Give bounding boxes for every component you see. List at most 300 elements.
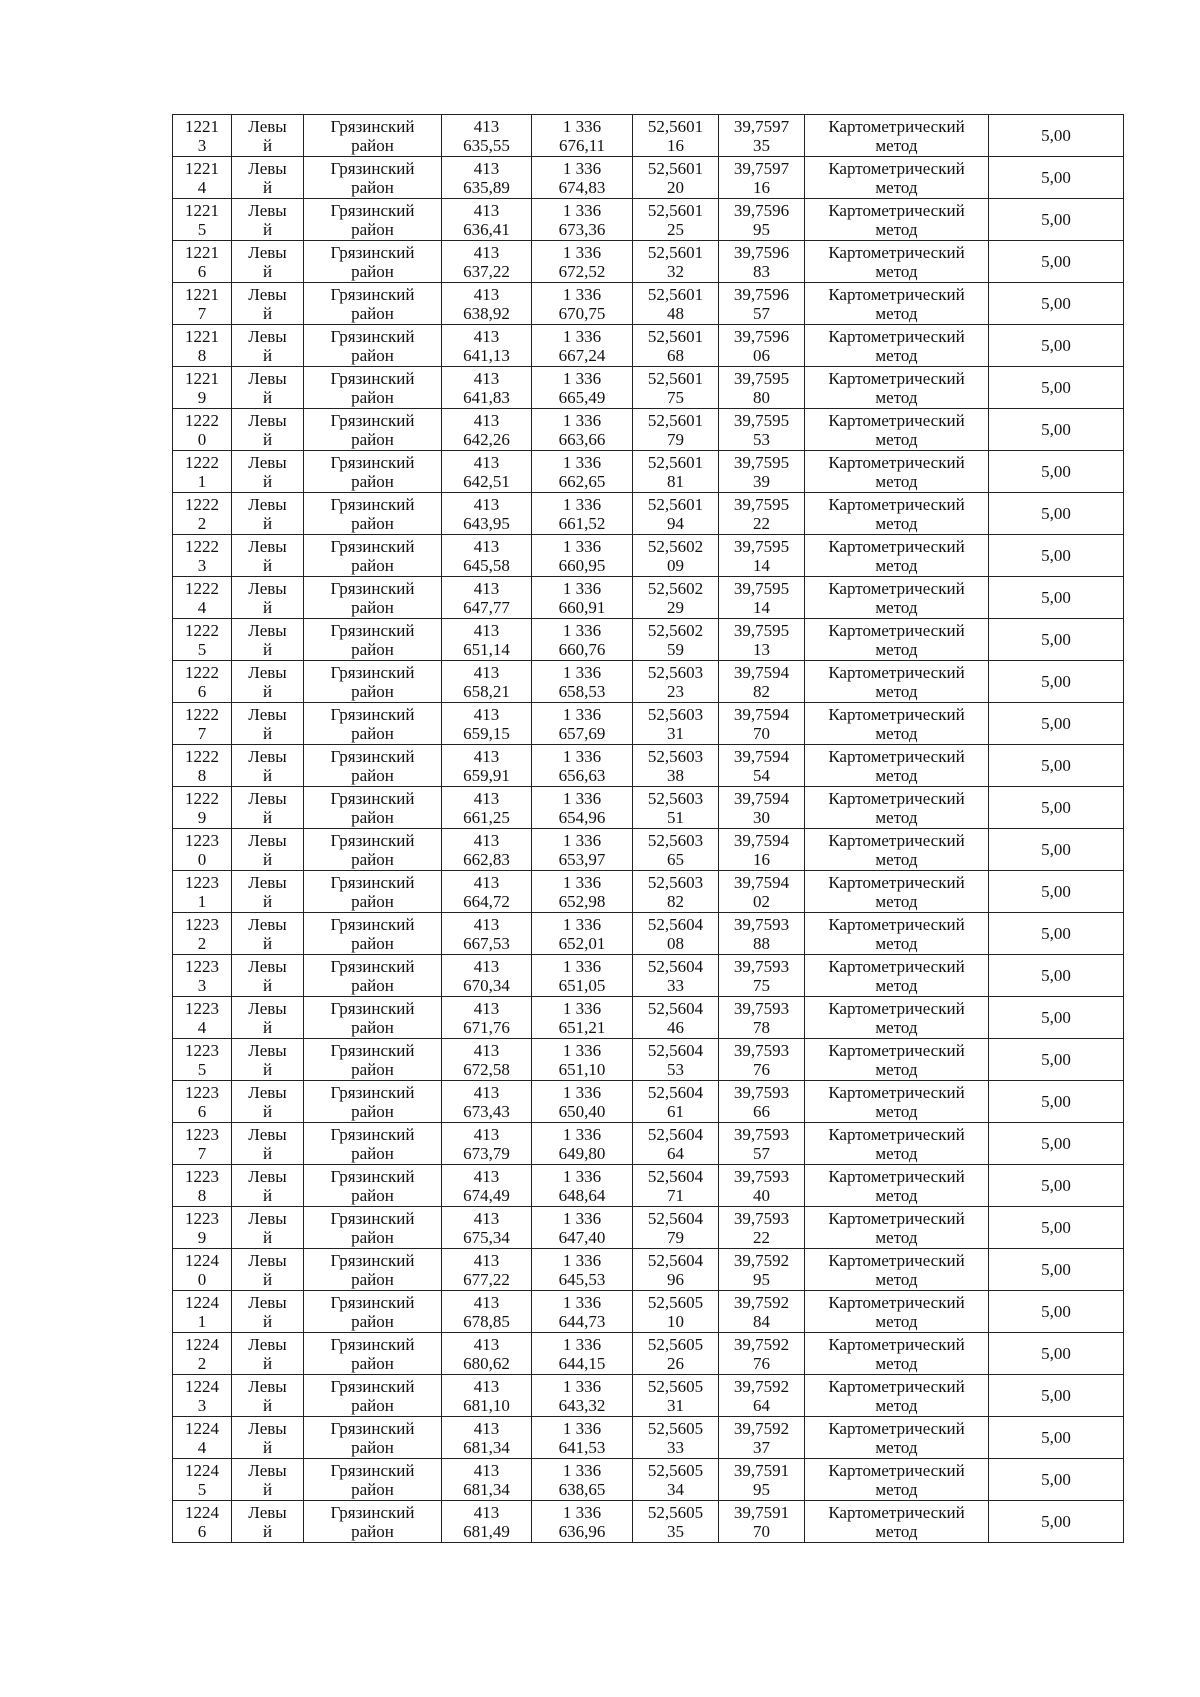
method-cell-line-2: метод <box>875 933 918 953</box>
method-cell-line-2: метод <box>875 1185 918 1205</box>
coordinates-table <box>172 114 1124 1543</box>
longitude-cell-line-2: 70 <box>753 723 770 743</box>
longitude-cell-line-1: 39,7596 <box>733 326 790 346</box>
district-cell-line-2: район <box>351 1017 394 1037</box>
longitude-cell-line-2: 13 <box>753 639 770 659</box>
latitude-cell-line-2: 16 <box>667 135 684 155</box>
side-cell-line-2: й <box>262 1101 273 1121</box>
latitude-cell-line-2: 31 <box>667 1395 684 1415</box>
point-number-cell-line-2: 4 <box>197 597 207 617</box>
side-cell <box>232 451 304 493</box>
latitude-cell <box>633 1417 719 1459</box>
x-coordinate-cell-line-1: 413 <box>473 620 500 640</box>
x-coordinate-cell-line-1: 413 <box>473 1208 500 1228</box>
table-row <box>173 199 1124 241</box>
district-cell-line-2: район <box>351 1437 394 1457</box>
table-row <box>173 535 1124 577</box>
x-coordinate-cell-line-2: 641,83 <box>463 387 510 407</box>
longitude-cell <box>719 871 805 913</box>
district-cell <box>304 619 442 661</box>
side-cell-line-1: Левы <box>248 1376 287 1396</box>
longitude-cell-line-2: 75 <box>753 975 770 995</box>
longitude-cell-line-1: 39,7595 <box>733 578 790 598</box>
side-cell-line-1: Левы <box>248 914 287 934</box>
district-cell-line-1: Грязинский <box>330 872 415 892</box>
longitude-cell-line-2: 02 <box>753 891 770 911</box>
side-cell <box>232 241 304 283</box>
longitude-cell-line-1: 39,7594 <box>733 872 790 892</box>
table-row <box>173 367 1124 409</box>
x-coordinate-cell <box>442 157 532 199</box>
x-coordinate-cell-line-1: 413 <box>473 452 500 472</box>
table-row <box>173 1459 1124 1501</box>
method-cell <box>805 1291 989 1333</box>
latitude-cell <box>633 1375 719 1417</box>
method-cell <box>805 997 989 1039</box>
latitude-cell <box>633 955 719 997</box>
x-coordinate-cell-line-2: 664,72 <box>463 891 510 911</box>
longitude-cell <box>719 409 805 451</box>
x-coordinate-cell <box>442 493 532 535</box>
side-cell-line-1: Левы <box>248 704 287 724</box>
method-cell-line-1: Картометрический <box>828 998 965 1018</box>
district-cell-line-2: район <box>351 135 394 155</box>
longitude-cell <box>719 157 805 199</box>
point-number-cell-line-1: 1223 <box>185 1082 219 1102</box>
y-coordinate-cell-line-1: 1 336 <box>562 620 602 640</box>
side-cell-line-2: й <box>262 723 273 743</box>
x-coordinate-cell-line-1: 413 <box>473 872 500 892</box>
district-cell-line-1: Грязинский <box>330 242 415 262</box>
method-cell <box>805 199 989 241</box>
side-cell-line-2: й <box>262 1017 273 1037</box>
latitude-cell <box>633 1165 719 1207</box>
method-cell-line-1: Картометрический <box>828 1040 965 1060</box>
method-cell-line-2: метод <box>875 555 918 575</box>
accuracy-cell: 5,00 <box>989 577 1124 619</box>
longitude-cell-line-2: 30 <box>753 807 770 827</box>
side-cell <box>232 955 304 997</box>
method-cell-line-1: Картометрический <box>828 1502 965 1522</box>
y-coordinate-cell-line-2: 636,96 <box>558 1521 606 1541</box>
side-cell-line-2: й <box>262 1395 273 1415</box>
x-coordinate-cell-line-1: 413 <box>473 830 500 850</box>
longitude-cell-line-2: 82 <box>753 681 770 701</box>
point-number-cell-line-2: 8 <box>197 1185 207 1205</box>
latitude-cell-line-1: 52,5601 <box>647 326 704 346</box>
table-row <box>173 409 1124 451</box>
district-cell <box>304 115 442 157</box>
longitude-cell-line-1: 39,7591 <box>733 1502 790 1522</box>
latitude-cell-line-1: 52,5603 <box>647 704 704 724</box>
side-cell-line-1: Левы <box>248 494 287 514</box>
y-coordinate-cell-line-2: 665,49 <box>558 387 606 407</box>
longitude-cell-line-1: 39,7597 <box>733 116 790 136</box>
longitude-cell-line-1: 39,7594 <box>733 704 790 724</box>
x-coordinate-cell-line-1: 413 <box>473 158 500 178</box>
y-coordinate-cell <box>532 1039 633 1081</box>
y-coordinate-cell-line-2: 651,05 <box>558 975 606 995</box>
longitude-cell <box>719 661 805 703</box>
district-cell-line-1: Грязинский <box>330 1376 415 1396</box>
latitude-cell-line-1: 52,5601 <box>647 494 704 514</box>
accuracy-cell: 5,00 <box>989 1501 1124 1543</box>
accuracy-cell: 5,00 <box>989 325 1124 367</box>
point-number-cell-line-1: 1221 <box>185 368 219 388</box>
accuracy-cell: 5,00 <box>989 703 1124 745</box>
latitude-cell-line-2: 53 <box>667 1059 684 1079</box>
side-cell <box>232 871 304 913</box>
latitude-cell <box>633 241 719 283</box>
side-cell-line-1: Левы <box>248 662 287 682</box>
side-cell <box>232 1081 304 1123</box>
y-coordinate-cell <box>532 1459 633 1501</box>
x-coordinate-cell-line-1: 413 <box>473 1292 500 1312</box>
district-cell-line-1: Грязинский <box>330 1208 415 1228</box>
table-row <box>173 913 1124 955</box>
latitude-cell <box>633 703 719 745</box>
x-coordinate-cell-line-1: 413 <box>473 116 500 136</box>
latitude-cell-line-1: 52,5605 <box>647 1376 704 1396</box>
method-cell <box>805 451 989 493</box>
x-coordinate-cell-line-2: 635,89 <box>463 177 510 197</box>
table-row <box>173 745 1124 787</box>
district-cell-line-1: Грязинский <box>330 1418 415 1438</box>
y-coordinate-cell-line-1: 1 336 <box>562 1334 602 1354</box>
side-cell-line-2: й <box>262 1059 273 1079</box>
side-cell-line-2: й <box>262 303 273 323</box>
side-cell-line-1: Левы <box>248 872 287 892</box>
side-cell-line-1: Левы <box>248 620 287 640</box>
method-cell-line-2: метод <box>875 1227 918 1247</box>
method-cell-line-2: метод <box>875 429 918 449</box>
district-cell-line-1: Грязинский <box>330 788 415 808</box>
method-cell-line-1: Картометрический <box>828 872 965 892</box>
district-cell-line-1: Грязинский <box>330 200 415 220</box>
x-coordinate-cell <box>442 1165 532 1207</box>
district-cell-line-2: район <box>351 471 394 491</box>
district-cell <box>304 829 442 871</box>
latitude-cell <box>633 787 719 829</box>
side-cell <box>232 325 304 367</box>
accuracy-cell: 5,00 <box>989 283 1124 325</box>
method-cell-line-2: метод <box>875 807 918 827</box>
longitude-cell <box>719 1207 805 1249</box>
y-coordinate-cell-line-2: 645,53 <box>558 1269 606 1289</box>
district-cell-line-2: район <box>351 1521 394 1541</box>
longitude-cell <box>719 1459 805 1501</box>
side-cell <box>232 283 304 325</box>
method-cell-line-2: метод <box>875 1311 918 1331</box>
x-coordinate-cell-line-2: 647,77 <box>463 597 510 617</box>
district-cell-line-2: район <box>351 555 394 575</box>
y-coordinate-cell-line-1: 1 336 <box>562 830 602 850</box>
x-coordinate-cell <box>442 451 532 493</box>
longitude-cell <box>719 115 805 157</box>
side-cell-line-2: й <box>262 1437 273 1457</box>
side-cell <box>232 1375 304 1417</box>
x-coordinate-cell-line-1: 413 <box>473 1334 500 1354</box>
latitude-cell-line-1: 52,5604 <box>647 1082 704 1102</box>
y-coordinate-cell-line-2: 643,32 <box>558 1395 606 1415</box>
district-cell-line-2: район <box>351 765 394 785</box>
point-number-cell-line-2: 8 <box>197 765 207 785</box>
side-cell-line-2: й <box>262 471 273 491</box>
y-coordinate-cell-line-2: 647,40 <box>558 1227 606 1247</box>
method-cell-line-2: метод <box>875 1143 918 1163</box>
table-row <box>173 1417 1124 1459</box>
district-cell-line-2: район <box>351 1185 394 1205</box>
x-coordinate-cell-line-2: 673,79 <box>463 1143 510 1163</box>
longitude-cell-line-2: 95 <box>753 1269 770 1289</box>
district-cell-line-2: район <box>351 177 394 197</box>
longitude-cell-line-1: 39,7593 <box>733 1208 790 1228</box>
latitude-cell-line-2: 29 <box>667 597 684 617</box>
side-cell-line-2: й <box>262 1521 273 1541</box>
point-number-cell <box>173 619 232 661</box>
side-cell <box>232 703 304 745</box>
x-coordinate-cell <box>442 1249 532 1291</box>
point-number-cell <box>173 451 232 493</box>
x-coordinate-cell <box>442 997 532 1039</box>
latitude-cell-line-1: 52,5605 <box>647 1502 704 1522</box>
point-number-cell-line-1: 1221 <box>185 116 219 136</box>
district-cell-line-2: район <box>351 261 394 281</box>
district-cell-line-1: Грязинский <box>330 1292 415 1312</box>
y-coordinate-cell <box>532 829 633 871</box>
y-coordinate-cell-line-1: 1 336 <box>562 998 602 1018</box>
x-coordinate-cell-line-2: 667,53 <box>463 933 510 953</box>
y-coordinate-cell-line-2: 672,52 <box>558 261 606 281</box>
point-number-cell-line-2: 8 <box>197 345 207 365</box>
side-cell <box>232 1501 304 1543</box>
district-cell <box>304 535 442 577</box>
point-number-cell <box>173 409 232 451</box>
accuracy-cell: 5,00 <box>989 199 1124 241</box>
method-cell-line-1: Картометрический <box>828 116 965 136</box>
district-cell <box>304 1333 442 1375</box>
longitude-cell-line-2: 37 <box>753 1437 770 1457</box>
point-number-cell-line-1: 1222 <box>185 452 219 472</box>
longitude-cell-line-1: 39,7592 <box>733 1376 790 1396</box>
latitude-cell-line-2: 33 <box>667 975 684 995</box>
method-cell-line-2: метод <box>875 681 918 701</box>
side-cell-line-2: й <box>262 261 273 281</box>
method-cell-line-1: Картометрический <box>828 1292 965 1312</box>
longitude-cell <box>719 241 805 283</box>
point-number-cell <box>173 1459 232 1501</box>
side-cell <box>232 1207 304 1249</box>
longitude-cell-line-2: 14 <box>753 555 770 575</box>
point-number-cell-line-1: 1222 <box>185 704 219 724</box>
method-cell-line-2: метод <box>875 765 918 785</box>
y-coordinate-cell <box>532 493 633 535</box>
method-cell <box>805 1123 989 1165</box>
x-coordinate-cell-line-1: 413 <box>473 1124 500 1144</box>
y-coordinate-cell <box>532 997 633 1039</box>
latitude-cell-line-1: 52,5601 <box>647 158 704 178</box>
latitude-cell <box>633 115 719 157</box>
district-cell-line-1: Грязинский <box>330 326 415 346</box>
side-cell <box>232 1039 304 1081</box>
point-number-cell-line-1: 1224 <box>185 1250 219 1270</box>
latitude-cell-line-2: 82 <box>667 891 684 911</box>
point-number-cell <box>173 871 232 913</box>
point-number-cell-line-1: 1221 <box>185 326 219 346</box>
y-coordinate-cell-line-1: 1 336 <box>562 704 602 724</box>
district-cell-line-1: Грязинский <box>330 536 415 556</box>
longitude-cell-line-1: 39,7596 <box>733 242 790 262</box>
point-number-cell-line-1: 1221 <box>185 284 219 304</box>
longitude-cell-line-2: 16 <box>753 849 770 869</box>
x-coordinate-cell-line-2: 635,55 <box>463 135 510 155</box>
district-cell-line-2: район <box>351 513 394 533</box>
side-cell-line-1: Левы <box>248 1166 287 1186</box>
longitude-cell <box>719 1417 805 1459</box>
point-number-cell-line-2: 7 <box>197 1143 207 1163</box>
point-number-cell-line-1: 1222 <box>185 662 219 682</box>
table-row <box>173 955 1124 997</box>
longitude-cell-line-1: 39,7592 <box>733 1418 790 1438</box>
y-coordinate-cell <box>532 1417 633 1459</box>
district-cell <box>304 1081 442 1123</box>
longitude-cell-line-1: 39,7593 <box>733 914 790 934</box>
x-coordinate-cell <box>442 283 532 325</box>
method-cell <box>805 829 989 871</box>
latitude-cell-line-1: 52,5602 <box>647 536 704 556</box>
method-cell-line-1: Картометрический <box>828 158 965 178</box>
point-number-cell <box>173 283 232 325</box>
side-cell <box>232 199 304 241</box>
table-row <box>173 325 1124 367</box>
y-coordinate-cell-line-1: 1 336 <box>562 536 602 556</box>
table-row <box>173 703 1124 745</box>
longitude-cell-line-1: 39,7593 <box>733 1124 790 1144</box>
point-number-cell-line-1: 1223 <box>185 914 219 934</box>
latitude-cell <box>633 619 719 661</box>
latitude-cell <box>633 1039 719 1081</box>
y-coordinate-cell <box>532 451 633 493</box>
x-coordinate-cell-line-1: 413 <box>473 1502 500 1522</box>
district-cell-line-2: район <box>351 1227 394 1247</box>
latitude-cell <box>633 1081 719 1123</box>
point-number-cell <box>173 787 232 829</box>
district-cell <box>304 1165 442 1207</box>
x-coordinate-cell-line-2: 672,58 <box>463 1059 510 1079</box>
method-cell-line-2: метод <box>875 891 918 911</box>
longitude-cell <box>719 829 805 871</box>
x-coordinate-cell-line-2: 642,51 <box>463 471 510 491</box>
x-coordinate-cell-line-1: 413 <box>473 788 500 808</box>
y-coordinate-cell-line-2: 652,01 <box>558 933 606 953</box>
side-cell <box>232 367 304 409</box>
longitude-cell-line-2: 95 <box>753 219 770 239</box>
method-cell-line-1: Картометрический <box>828 452 965 472</box>
longitude-cell <box>719 451 805 493</box>
point-number-cell <box>173 661 232 703</box>
y-coordinate-cell-line-2: 670,75 <box>558 303 606 323</box>
table-row <box>173 661 1124 703</box>
method-cell <box>805 367 989 409</box>
district-cell <box>304 241 442 283</box>
longitude-cell-line-1: 39,7595 <box>733 452 790 472</box>
latitude-cell-line-1: 52,5604 <box>647 1250 704 1270</box>
point-number-cell-line-1: 1222 <box>185 788 219 808</box>
side-cell-line-2: й <box>262 345 273 365</box>
district-cell-line-1: Грязинский <box>330 914 415 934</box>
x-coordinate-cell-line-1: 413 <box>473 1040 500 1060</box>
point-number-cell <box>173 1081 232 1123</box>
side-cell-line-1: Левы <box>248 200 287 220</box>
x-coordinate-cell <box>442 1039 532 1081</box>
latitude-cell-line-1: 52,5603 <box>647 830 704 850</box>
method-cell <box>805 577 989 619</box>
side-cell <box>232 829 304 871</box>
y-coordinate-cell <box>532 1375 633 1417</box>
side-cell-line-1: Левы <box>248 1040 287 1060</box>
point-number-cell-line-2: 6 <box>197 1101 207 1121</box>
x-coordinate-cell-line-2: 637,22 <box>463 261 510 281</box>
side-cell <box>232 1249 304 1291</box>
latitude-cell-line-2: 34 <box>667 1479 684 1499</box>
y-coordinate-cell <box>532 283 633 325</box>
district-cell <box>304 913 442 955</box>
district-cell-line-1: Грязинский <box>330 1166 415 1186</box>
district-cell <box>304 1501 442 1543</box>
x-coordinate-cell-line-1: 413 <box>473 1376 500 1396</box>
accuracy-cell: 5,00 <box>989 1207 1124 1249</box>
accuracy-cell: 5,00 <box>989 157 1124 199</box>
latitude-cell-line-1: 52,5601 <box>647 368 704 388</box>
y-coordinate-cell-line-2: 653,97 <box>558 849 606 869</box>
latitude-cell <box>633 493 719 535</box>
y-coordinate-cell-line-1: 1 336 <box>562 1376 602 1396</box>
method-cell-line-2: метод <box>875 1269 918 1289</box>
district-cell-line-1: Грязинский <box>330 956 415 976</box>
x-coordinate-cell-line-2: 681,10 <box>463 1395 510 1415</box>
side-cell-line-2: й <box>262 513 273 533</box>
y-coordinate-cell-line-2: 660,76 <box>558 639 606 659</box>
y-coordinate-cell-line-1: 1 336 <box>562 1460 602 1480</box>
district-cell <box>304 1249 442 1291</box>
latitude-cell-line-2: 48 <box>667 303 684 323</box>
x-coordinate-cell <box>442 1333 532 1375</box>
latitude-cell-line-2: 32 <box>667 261 684 281</box>
longitude-cell-line-1: 39,7591 <box>733 1460 790 1480</box>
y-coordinate-cell <box>532 1081 633 1123</box>
side-cell <box>232 493 304 535</box>
method-cell-line-2: метод <box>875 1353 918 1373</box>
method-cell-line-2: метод <box>875 471 918 491</box>
x-coordinate-cell-line-1: 413 <box>473 536 500 556</box>
method-cell <box>805 1039 989 1081</box>
latitude-cell-line-2: 71 <box>667 1185 684 1205</box>
district-cell <box>304 409 442 451</box>
method-cell-line-1: Картометрический <box>828 956 965 976</box>
district-cell-line-2: район <box>351 1143 394 1163</box>
x-coordinate-cell-line-2: 638,92 <box>463 303 510 323</box>
x-coordinate-cell <box>442 1291 532 1333</box>
accuracy-cell: 5,00 <box>989 745 1124 787</box>
method-cell <box>805 241 989 283</box>
x-coordinate-cell-line-2: 662,83 <box>463 849 510 869</box>
district-cell-line-1: Грязинский <box>330 662 415 682</box>
y-coordinate-cell <box>532 241 633 283</box>
method-cell-line-2: метод <box>875 1521 918 1541</box>
latitude-cell-line-1: 52,5603 <box>647 872 704 892</box>
latitude-cell-line-2: 79 <box>667 429 684 449</box>
method-cell <box>805 1459 989 1501</box>
